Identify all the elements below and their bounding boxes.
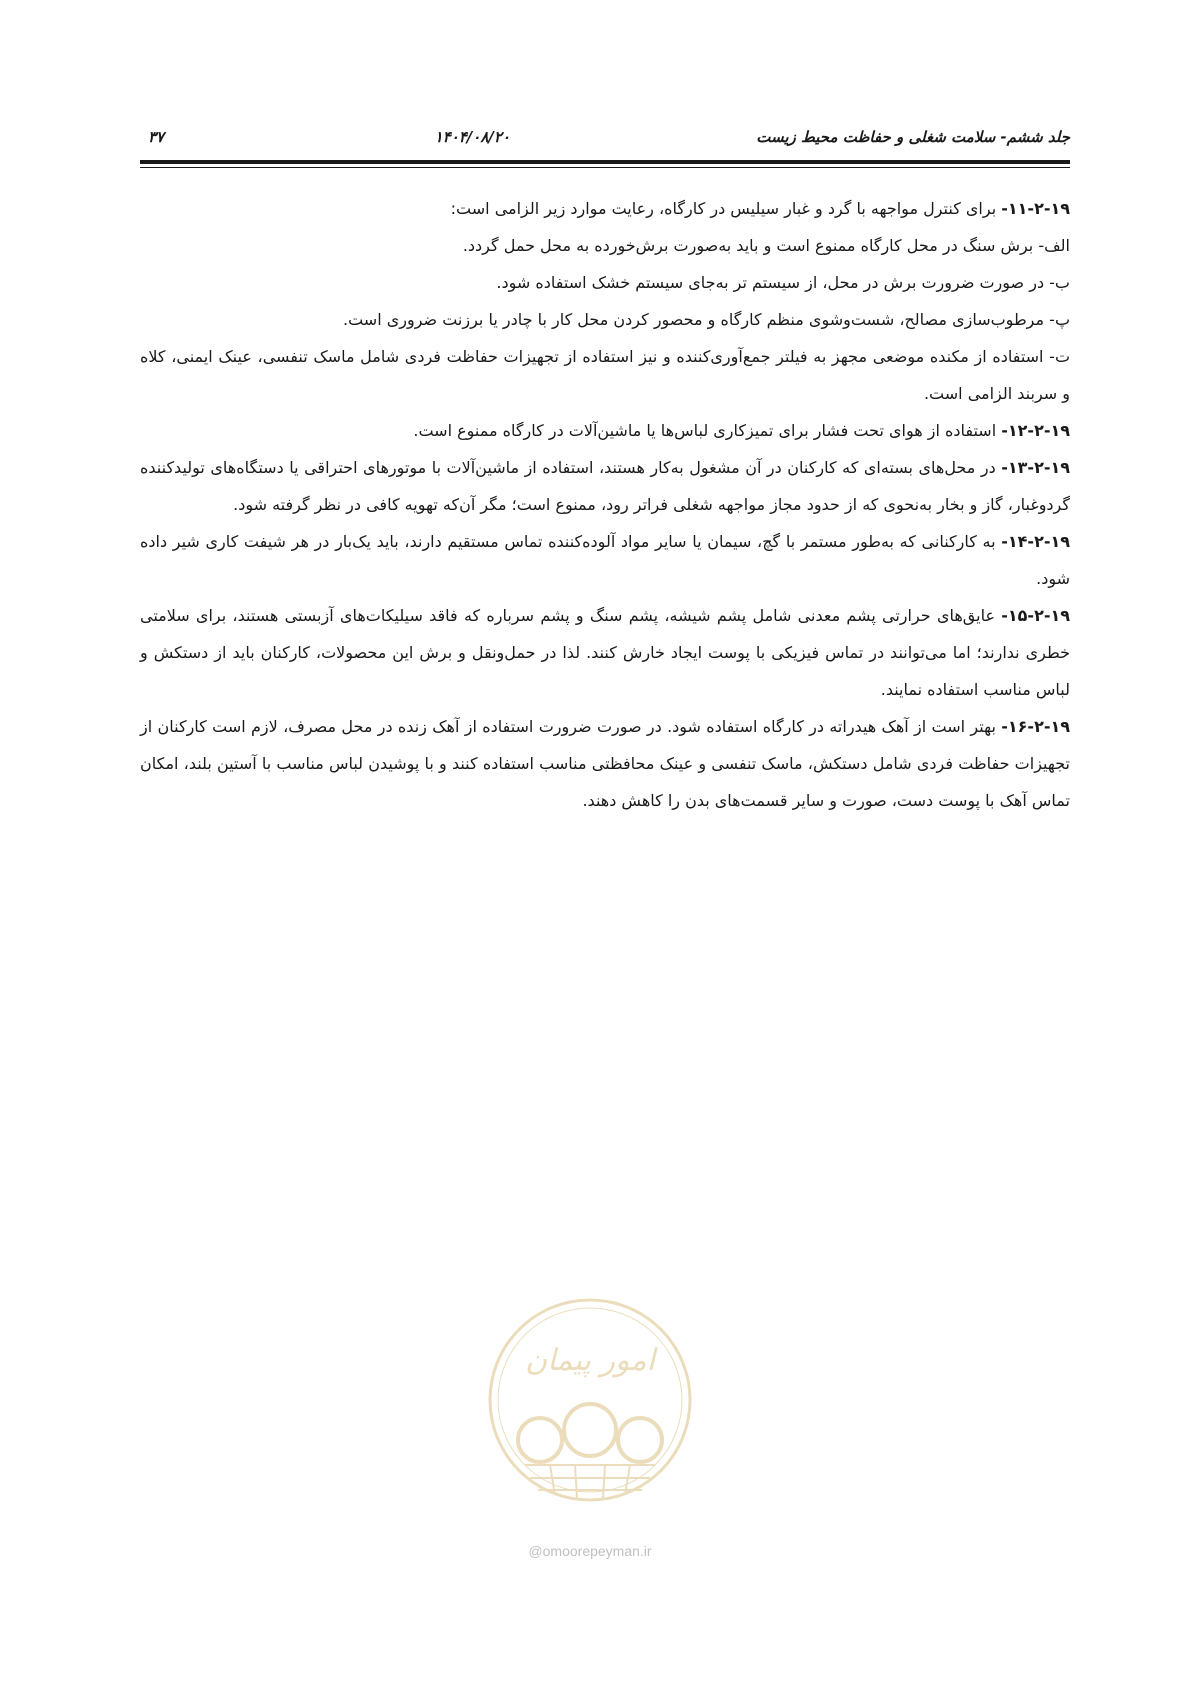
document-title: جلد ششم- سلامت شغلی و حفاظت محیط زیست (756, 128, 1070, 146)
paragraph-19-2-16 (140, 708, 1070, 819)
paragraph-19-2-12 (140, 412, 1070, 449)
clause-text: بهتر است از آهک هیدراته در کارگاه استفاده شود. در صورت ضرورت استفاده از آهک زنده در محل مصرف، لازم است کارکنان از تجهیزات حفاظت فردی شامل دستکش، ماسک تنفسی و عینک محافظتی مناسب استفاده کنند و با پوشیدن لباس مناسب با آستین بلند، امکان تماس آهک با پوست دست، صورت و سایر قسمت‌های بدن را کاهش دهند. (140, 717, 1070, 810)
page-header (140, 128, 1070, 160)
clause-number: ۱۳-۲-۱۹- (1001, 458, 1070, 477)
paragraph-19-2-11 (140, 190, 1070, 227)
header-divider-thick (140, 160, 1070, 164)
clause-number: ۱۵-۲-۱۹- (1001, 606, 1070, 625)
list-item-text: الف- برش سنگ در محل کارگاه ممنوع است و باید به‌صورت برش‌خورده به محل حمل گردد. (462, 236, 1070, 255)
clause-text: استفاده از هوای تحت فشار برای تمیزکاری لباس‌ها یا ماشین‌آلات در کارگاه ممنوع است. (413, 421, 1002, 440)
list-item-text: ت- استفاده از مکنده موضعی مجهز به فیلتر جمع‌آوری‌کننده و نیز استفاده از تجهیزات حفاظت فردی شامل ماسک تنفسی، عینک ایمنی، کلاه و سربند الزامی است. (140, 347, 1070, 403)
list-item-text: پ- مرطوب‌سازی مصالح، شست‌وشوی منظم کارگاه و محصور کردن محل کار با چادر یا برزنت ضروری است. (343, 310, 1070, 329)
clause-number: ۱۱-۲-۱۹- (1001, 199, 1070, 218)
list-item-pe (140, 301, 1070, 338)
page-number: ۳۷ (148, 128, 165, 146)
paragraph-19-2-13 (140, 449, 1070, 523)
list-item-alef (140, 227, 1070, 264)
clause-number: ۱۴-۲-۱۹- (1001, 532, 1070, 551)
logo-text: امور پیمان (525, 1343, 655, 1378)
document-date: ۱۴۰۴/۰۸/۲۰ (434, 128, 510, 146)
list-item-text: ب- در صورت ضرورت برش در محل، از سیستم تر به‌جای سیستم خشک استفاده شود. (496, 273, 1070, 292)
clause-text: به کارکنانی که به‌طور مستمر با گچ، سیمان یا سایر مواد آلوده‌کننده تماس مستقیم دارند، باید یک‌بار در هر شیفت کاری شیر داده شود. (140, 532, 1070, 588)
watermark-url: @omoorepeyman.ir (528, 1543, 652, 1559)
clause-number: ۱۶-۲-۱۹- (1001, 717, 1070, 736)
list-item-te (140, 338, 1070, 412)
paragraph-19-2-15 (140, 597, 1070, 708)
list-item-be (140, 264, 1070, 301)
omoorepeyman-logo-watermark (480, 1290, 700, 1560)
clause-text: در محل‌های بسته‌ای که کارکنان در آن مشغول به‌کار هستند، استفاده از ماشین‌آلات با موتورهای احتراقی یا دستگاه‌های تولیدکننده گردوغبار، گاز و بخار به‌نحوی که از حدود مجاز مواجهه شغلی فراتر رود، ممنوع است؛ مگر آن‌که تهویه کافی در نظر گرفته شود. (140, 458, 1070, 514)
clause-text: برای کنترل مواجهه با گرد و غبار سیلیس در کارگاه، رعایت موارد زیر الزامی است: (450, 199, 1002, 218)
clause-number: ۱۲-۲-۱۹- (1001, 421, 1070, 440)
clause-text: عایق‌های حرارتی پشم معدنی شامل پشم شیشه، پشم سنگ و پشم سرباره که فاقد سیلیکات‌های آزبستی هستند، برای سلامتی خطری ندارند؛ اما می‌توانند در تماس فیزیکی با پوست ایجاد خارش کنند. لذا در حمل‌ونقل و برش این محصولات، کارکنان باید از دستکش و لباس مناسب استفاده نمایند. (140, 606, 1070, 699)
header-divider-thin (140, 167, 1070, 168)
paragraph-19-2-14 (140, 523, 1070, 597)
document-body (140, 190, 1070, 819)
